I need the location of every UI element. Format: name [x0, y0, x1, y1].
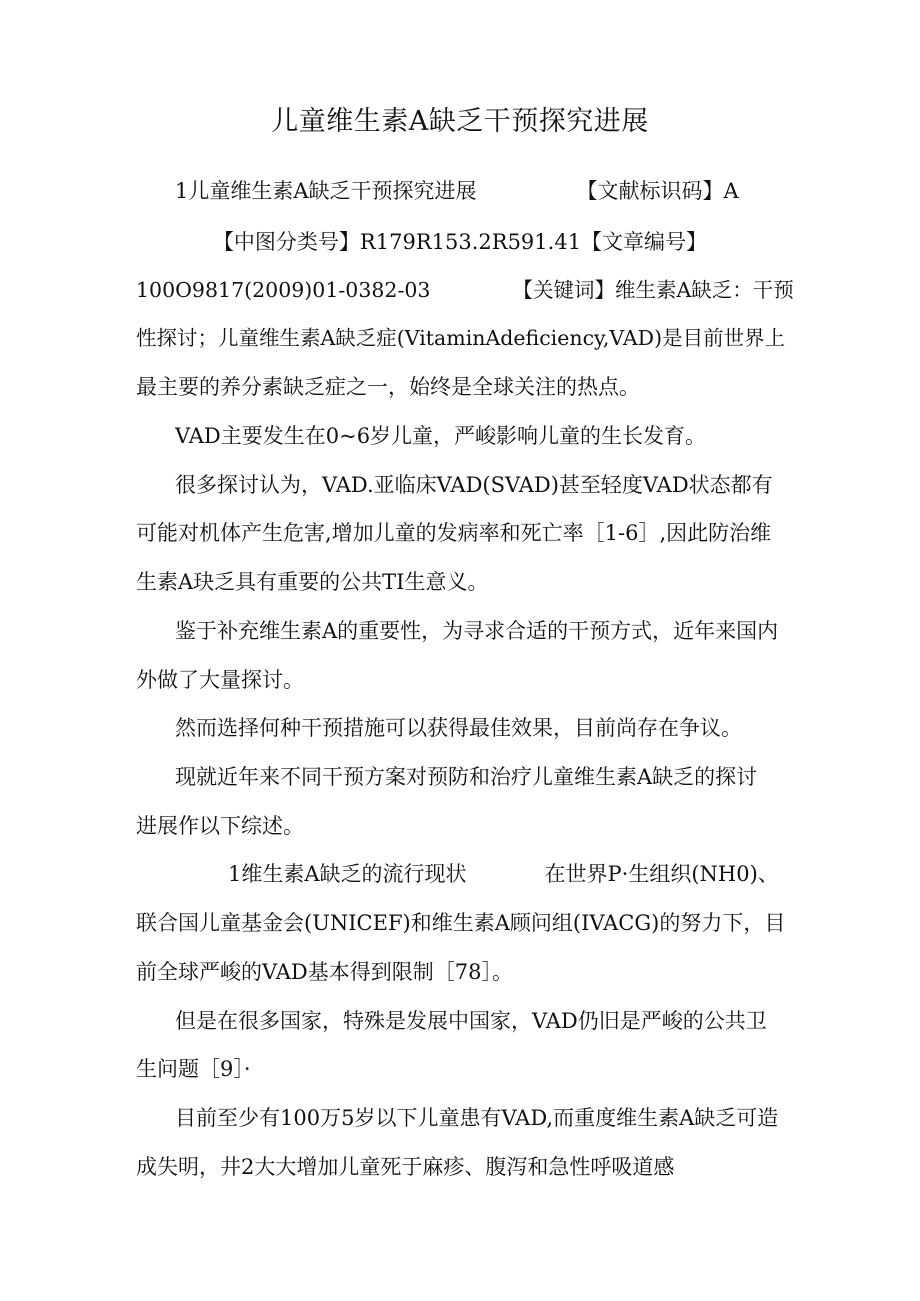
paragraph-line: 目前至少有100万5岁以下儿童患有VAD,而重度维生素A缺乏可造 [175, 1106, 779, 1130]
paragraph-line: 生素A玦乏具有重要的公共TI生意义。 [136, 570, 489, 594]
paragraph-line: 进展作以下综述。 [136, 814, 304, 838]
paragraph-line: 外做了大量探讨。 [136, 668, 304, 692]
paragraph-line: VAD主要发生在0~6岁儿童，严峻影响儿童的生长发育。 [175, 424, 707, 448]
section-heading: 1维生素A缺乏的流行现状 [228, 862, 467, 886]
paragraph-line: 鉴于补充维生素A的重要性，为寻求合适的干预方式，近年来国内 [175, 619, 779, 643]
paragraph-line: 最主要的养分素缺乏症之一，始终是全球关注的热点。 [136, 375, 640, 399]
header-line-3 [136, 275, 796, 305]
paragraph-line: 然而选择何种干预措施可以获得最佳效果，目前尚存在争议。 [175, 716, 742, 740]
document-title: 儿童维生素A缺乏干预探究进展 [271, 106, 649, 137]
paragraph-line: 成失明，井2大大增加儿童死于麻疹、腹泻和急性呼吸道感 [136, 1155, 675, 1179]
paragraph-line: 现就近年来不同干预方案对预防和治疗儿童维生素A缺乏的探讨 [175, 765, 758, 789]
header-keywords: 【关键词】维生素A缺乏：干预 [512, 278, 794, 302]
paragraph-line: 前全球严峻的VAD基本得到限制［78］。 [136, 960, 513, 984]
header-line-1 [175, 176, 796, 206]
paragraph-line: 很多探讨认为，VAD.亚临床VAD(SVAD)甚至轻度VAD状态都有 [175, 473, 773, 497]
paragraph-line: 生问题［9］· [136, 1057, 251, 1081]
header-article-number: 100O9817(2009)01-0382-03 [136, 278, 431, 302]
header-line-2: 【中图分类号】R179R153.2R591.41【文章编号】 [212, 230, 708, 254]
header-doc-code: 【文献标识码】A [576, 179, 739, 203]
section-heading-line [228, 859, 796, 889]
header-article-title: 1儿童维生素A缺乏干预探究进展 [175, 179, 477, 203]
paragraph-line: 性探讨；儿童维生素A缺乏症(VitaminAdeficiency,VAD)是目前世界上 [136, 326, 786, 350]
paragraph-line: 但是在很多国家，特殊是发展中国家，VAD仍旧是严峻的公共卫 [175, 1009, 767, 1033]
paragraph-text: 在世界P·生组织(NH0)、 [544, 862, 779, 886]
paragraph-line: 可能对机体产生危害,增加儿童的发病率和死亡率［1-6］,因此防治维 [136, 521, 772, 545]
paragraph-line: 联合国儿童基金会(UNICEF)和维生素A顾问组(IVACG)的努力下，目 [136, 911, 786, 935]
